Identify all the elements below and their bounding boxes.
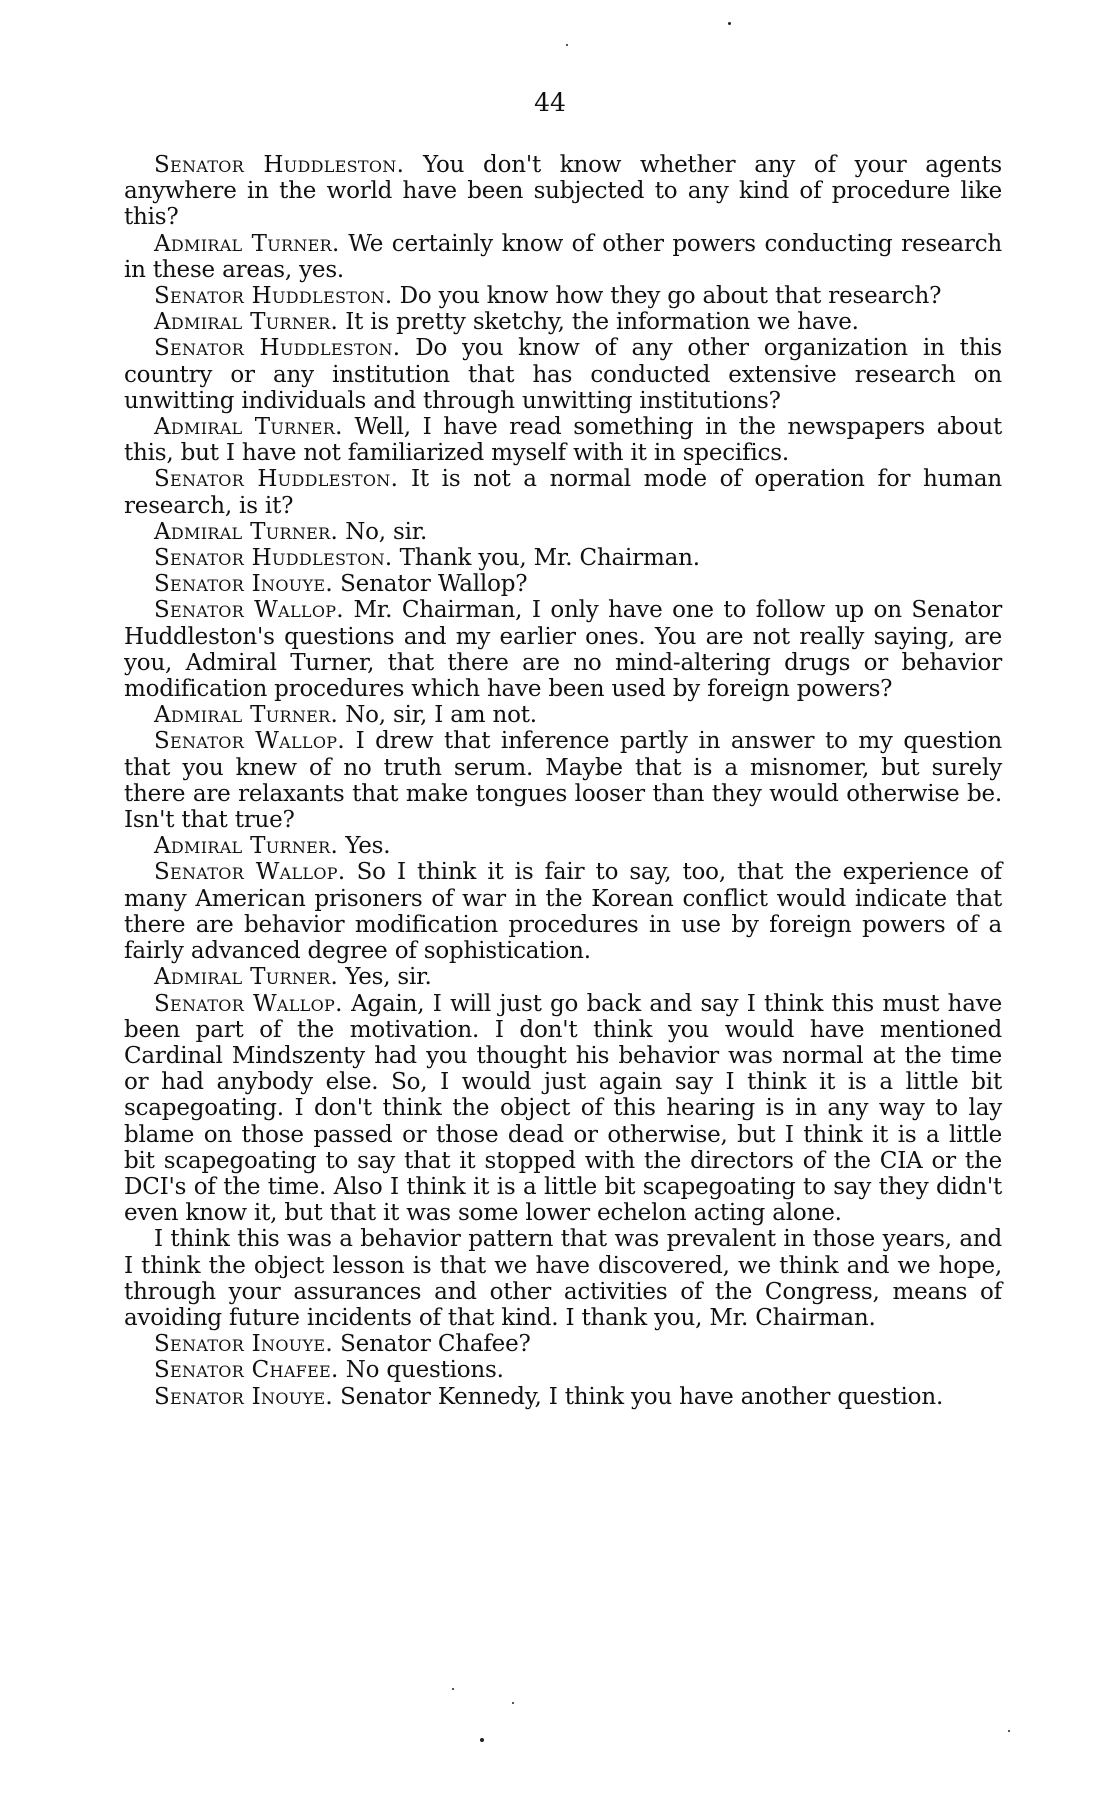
- paragraph-text: It is pretty sketchy, the information we have.: [338, 309, 859, 336]
- transcript-paragraph: [124, 1226, 1002, 1331]
- transcript-paragraph: [124, 152, 1002, 231]
- transcript-paragraph: [124, 1384, 1002, 1410]
- transcript-paragraph: [124, 283, 1002, 309]
- paragraph-text: Well, I have read something in the newspapers about this, but I have not familiarized myself with it in specifics.: [124, 414, 1003, 467]
- transcript-paragraph: [124, 335, 1002, 414]
- paragraph-text: I drew that inference partly in answer to my question that you knew of no truth serum. Maybe that is a misnomer, but surely there are relaxants that make tongues looser than they would otherwise be. Isn't that true?: [124, 728, 1002, 834]
- paragraph-text: No, sir.: [338, 518, 428, 545]
- paragraph-text: No questions.: [338, 1357, 504, 1384]
- speaker-label: Senator Huddleston.: [154, 152, 405, 178]
- speaker-label: Senator Inouye.: [154, 571, 334, 598]
- speaker-label: Senator Inouye.: [154, 1331, 334, 1358]
- speaker-label: Senator Huddleston.: [154, 545, 393, 572]
- paragraph-text: Thank you, Mr. Chairman.: [392, 545, 700, 572]
- scan-speck: [566, 44, 568, 46]
- speaker-label: Admiral Turner.: [154, 964, 339, 991]
- speaker-label: Admiral Turner.: [154, 702, 339, 729]
- page-number: 44: [534, 88, 566, 117]
- transcript-body: [124, 152, 1002, 1410]
- paragraph-text: Do you know how they go about that research?: [392, 283, 942, 310]
- speaker-label: Admiral Turner.: [154, 230, 340, 257]
- transcript-paragraph: [124, 833, 1002, 859]
- speaker-label: Admiral Turner.: [154, 518, 339, 545]
- speaker-label: Senator Wallop.: [154, 597, 344, 624]
- transcript-paragraph: [124, 702, 1002, 728]
- speaker-label: Admiral Turner.: [154, 833, 339, 860]
- transcript-paragraph: [124, 597, 1002, 702]
- paragraph-text: Senator Wallop?: [333, 571, 528, 598]
- scan-speck: [728, 22, 731, 25]
- transcript-paragraph: [124, 859, 1002, 964]
- paragraph-text: So I think it is fair to say, too, that the experience of many American prisoners of war in the Korean conflict would indicate that there are behavior modification procedures in use by foreign powers of a fairly advanced degree of sophistication.: [124, 859, 1002, 965]
- paragraph-text: Senator Kennedy, I think you have another question.: [333, 1383, 944, 1410]
- speaker-label: Senator Chafee.: [154, 1357, 339, 1384]
- speaker-label: Senator Wallop.: [154, 728, 345, 755]
- speaker-label: Senator Huddleston.: [154, 466, 399, 493]
- paragraph-text: Senator Chafee?: [333, 1331, 531, 1358]
- transcript-paragraph: [124, 1357, 1002, 1383]
- transcript-paragraph: [124, 964, 1002, 990]
- paragraph-text: Do you know of any other organization in this country or any institution that has conducted extensive research on unwitting individuals and through unwitting institutions?: [124, 335, 1002, 414]
- paragraph-text: No, sir, I am not.: [338, 702, 537, 729]
- paragraph-text: Yes, sir.: [338, 964, 432, 991]
- transcript-paragraph: [124, 1331, 1002, 1357]
- scan-speck: [1008, 1730, 1010, 1732]
- speaker-label: Admiral Turner.: [154, 414, 343, 441]
- transcript-paragraph: [124, 991, 1002, 1227]
- transcript-paragraph: [124, 231, 1002, 283]
- scan-speck: [512, 1702, 514, 1704]
- transcript-paragraph: [124, 309, 1002, 335]
- paragraph-text: Mr. Chairman, I only have one to follow up on Senator Huddleston's questions and my earlier ones. You are not really saying, are you, Admiral Turner, that there are no mind-altering drugs or behavior modification procedures which have been used by foreign powers?: [124, 597, 1003, 703]
- speaker-label: Admiral Turner.: [154, 309, 339, 336]
- paragraph-text: You don't know whether any of your agents anywhere in the world have been subjected to any kind of procedure like this?: [124, 152, 1003, 231]
- speaker-label: Senator Wallop.: [154, 859, 346, 886]
- transcript-paragraph: [124, 545, 1002, 571]
- paragraph-text: We certainly know of other powers conducting research in these areas, yes.: [124, 230, 1002, 283]
- transcript-paragraph: [124, 414, 1002, 466]
- scan-speck: [480, 1738, 484, 1742]
- speaker-label: Senator Inouye.: [154, 1383, 334, 1410]
- speaker-label: Senator Huddleston.: [154, 283, 393, 310]
- transcript-paragraph: [124, 571, 1002, 597]
- transcript-paragraph: [124, 728, 1002, 833]
- paragraph-text: Yes.: [338, 833, 391, 860]
- scan-speck: [452, 1688, 454, 1690]
- paragraph-text: It is not a normal mode of operation for human research, is it?: [124, 466, 1002, 519]
- transcript-paragraph: [124, 466, 1002, 518]
- speaker-label: Senator Wallop.: [154, 990, 343, 1017]
- paragraph-text: Again, I will just go back and say I think this must have been part of the motivation. I don't think you would have mentioned Cardinal Mindszenty had you thought his behavior was normal at the time or had anybody else. So, I would just again say I think it is a little bit scapegoating. I don't think the object of this hearing is in any way to lay blame on those passed or those dead or otherwise, but I think it is a little bit scapegoating to say that it stopped with the directors of the CIA or the DCI's of the time. Also I think it is a little bit scapegoating to say they didn't even know it, but that it was some lower echelon acting alone.: [124, 990, 1002, 1227]
- speaker-label: Senator Huddleston.: [154, 335, 401, 362]
- paragraph-text: I think this was a behavior pattern that was prevalent in those years, and I think the object lesson is that we have discovered, we think and we hope, through your assurances and other activities of the Congress, means of avoiding future incidents of that kind. I thank you, Mr. Chairman.: [124, 1226, 1002, 1331]
- transcript-paragraph: [124, 519, 1002, 545]
